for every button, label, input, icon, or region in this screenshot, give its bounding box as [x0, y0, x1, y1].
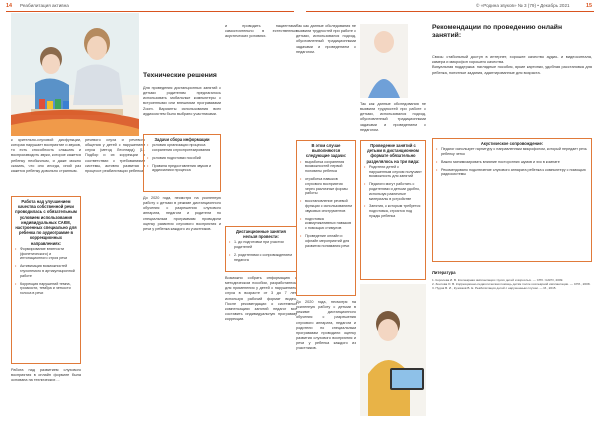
- right-box6-list: [433, 147, 591, 177]
- right-page-number: 15: [586, 3, 592, 9]
- child-with-laptop-illustration: [360, 284, 426, 416]
- right-box6-item: • Рекомендовано подключение слухового аппарата ребенка к компьютеру с помощью радиосистемы: [436, 168, 588, 178]
- right-box4-item: • выработка сохранения возможностей первой половины ребенка: [300, 160, 352, 174]
- left-col2-text3: До 2020 года, несмотря на усиленную работу с детьми в режиме дистанционного обучения с разрешения слухового аппарата, педагоги и родители по специальным программам проводили оценку развития слухового восприятия и речи у ребенка каждого из участников.: [143, 196, 221, 231]
- left-box1-item: • Формирование внятности (фонетического) и интонационного строя речи: [15, 247, 77, 261]
- left-page-number: 14: [6, 3, 12, 9]
- right-box6: [432, 138, 592, 262]
- right-box4-item: • подготовка коммуникативных навыков с помощью стимулов: [300, 217, 352, 231]
- references-heading: Литература: [432, 270, 456, 275]
- left-box1-item: • Активизация возможностей глухонемого в артикуляционной работе: [15, 264, 77, 278]
- left-box3-item: • 2. родителями с сопровождением педагога: [229, 253, 293, 263]
- left-box2-item: • Правила предоставления звуков и аудиозаписи процесса: [147, 164, 217, 174]
- left-box2-list: [144, 143, 220, 173]
- left-box1-list: [12, 247, 80, 296]
- right-box5-item: • Родители детей с нарушенным слухом получают возможность для занятий: [364, 165, 422, 179]
- recommendations-text: Связь: стабильный доступ в интернет, хорошее качество аудио- и видеосигнала, камера и микрофон хорошего качества. Визуальная поддержка: наглядные пособия, яркие картинки, удобная расстановка для ребенка, понятные задания, адаптированные для возраста.: [432, 54, 592, 75]
- left-box2-item: • условия подготовки пособий: [147, 156, 217, 161]
- references-list: 1. Королева И. В. Кохлеарная имплантация глухих детей и взрослых. — СПб.: КАРО, 2009. 2. Зонтова О. В. Коррекционно-педагогическая помощь детям после кохлеарной имплантации. — СПб., 2008. 3. Пудов В. И., Кузовков В. Е. Реабилитация детей с нарушенным слухом. — М., 2015.: [432, 278, 591, 291]
- left-box3: [225, 226, 297, 272]
- right-header-title: © «Родина звуков» № 3 (79) • Декабрь 2021: [476, 3, 570, 8]
- right-box5-item: • Педагоги могут работать с родителями и детьми удобно, используя различные материалы в устройстве: [364, 182, 422, 201]
- children-with-headphones-photo: [360, 24, 408, 98]
- left-box1-item: • Коррекция нарушений темпа, громкости, тембра и четкости голоса в речи: [15, 282, 77, 296]
- left-box3-title: Дистанционные занятия нельзя провести:: [236, 229, 286, 240]
- child-with-teacher-photo: [11, 13, 139, 136]
- right-box6-item: • Педагог использует гарнитуру с направленным микрофоном, который передает речь ребенку четко: [436, 147, 588, 157]
- left-box3-list: [226, 240, 296, 262]
- left-col2-text2: Для проведения дистанционных занятий с детьми родителям предлагалось использовать мобильные компьютеры с встроенными или внешними программами Zoom. Варианты использования всех аудиосистем было выбрано участниками.: [143, 86, 221, 116]
- left-box1-title: Работа над улучшением качества собственной речи проводилась с обязательным условием использования индивидуальных САКМ, настроенных специально для ребенка по аудиограмме в коррекционных направлениях:: [15, 199, 77, 246]
- technical-solutions-heading: Технические решения: [143, 72, 217, 79]
- left-col4-text: Возможно собрать информацию о методическом пособии, разработанном для применения у детей с нарушением слуха в возрасте от 3 до 7 лет, используя рабочий формат видео. После рекомендации о системных компенсациях занятий педагог мог составить индивидуальную программу коррекции.: [225, 276, 297, 322]
- right-header-rule: [306, 11, 594, 12]
- left-box3-item: • 1. до подготовки при участии родителей: [229, 240, 293, 250]
- left-header-rule: [6, 11, 294, 12]
- left-box2-title: Задачи сбора информации: [154, 137, 210, 142]
- right-box5-title: Проведение занятий с детьми в дистанционном формате обязательно разделялось на три вида:: [366, 143, 420, 164]
- right-box4-item: • отработка навыков слухового восприятия через различные формы работы: [300, 177, 352, 196]
- right-box6-title: Акустическое сопровождение:: [480, 141, 544, 146]
- left-box2: [143, 134, 221, 192]
- right-col1-bottom: До 2020 года, несмотря на усиленную работу с детьми в режиме дистанционного обучения с разрешения слухового аппарата, педагоги и родители по специальным программам проводили оценку развития слухового восприятия и речи у ребенка каждого из участников.: [296, 300, 356, 351]
- left-header-title: Реабилитация активна: [20, 3, 69, 8]
- right-col1-text: Так как данные обследования не выявили трудностей при работе с детьми, использовался подход, обусловленный традиционными задачами и проведением с педагогом.: [296, 24, 356, 54]
- child-with-laptop-photo: [360, 284, 426, 416]
- right-box4-title: В этом случае выполняются следующие задачи:: [305, 143, 347, 159]
- left-col3-text: и проводить пациентами самостоятельно в естественных акустических условиях.: [225, 24, 297, 39]
- right-page: [296, 0, 600, 424]
- right-box6-item: • Важно минимизировать влияние посторонних шумов и эхо в комнате: [436, 160, 588, 165]
- right-box4-item: • восстановление речевой функции с использованием звуковых инструментов: [300, 199, 352, 213]
- right-col2-text: Так как данные обследования не выявили трудностей при работе с детьми, использовался подход, обусловленный традиционными задачами и проведением с педагогом.: [360, 102, 426, 132]
- right-box4-list: [297, 160, 355, 249]
- right-box5: [360, 140, 426, 280]
- left-col1-bottom: Работа над развитием слухового восприятия в онлайн формате была основана на технических ...: [11, 368, 81, 383]
- recommendations-heading: Рекомендации по проведению онлайн занятий:: [432, 24, 563, 39]
- left-col1-intro: к зрительно-слуховой дисфункции, которая нарушает восприятие и звуков, то есть способность слышать и воспроизводить звуки, которое кажется ребенку необычным, и даже можно сказать, что оно иногда, иной раз кажется ребенку довольно странным.: [11, 138, 81, 173]
- left-box1: [11, 196, 81, 364]
- right-box5-item: • Занятия, к которым требуется подготовка, строятся под нужды ребенка: [364, 204, 422, 218]
- left-box2-item: • условия организации процесса сохранения слухопротезирования: [147, 143, 217, 153]
- child-with-teacher-illustration: [11, 13, 139, 136]
- children-illustration: [360, 24, 408, 98]
- right-box5-list: [361, 165, 425, 219]
- left-col2-text: речевого слуха и речевого общения у детей с нарушением слуха (метод Леонгард) [1]. Подбор и их коррекции в соответствии с требованиями системы, активно развитая в процессе реабилитации ребенка.: [85, 138, 145, 173]
- right-box4-item: • Проведение онлайн и офлайн мероприятий для развития понимания речи: [300, 234, 352, 248]
- right-box4: [296, 140, 356, 296]
